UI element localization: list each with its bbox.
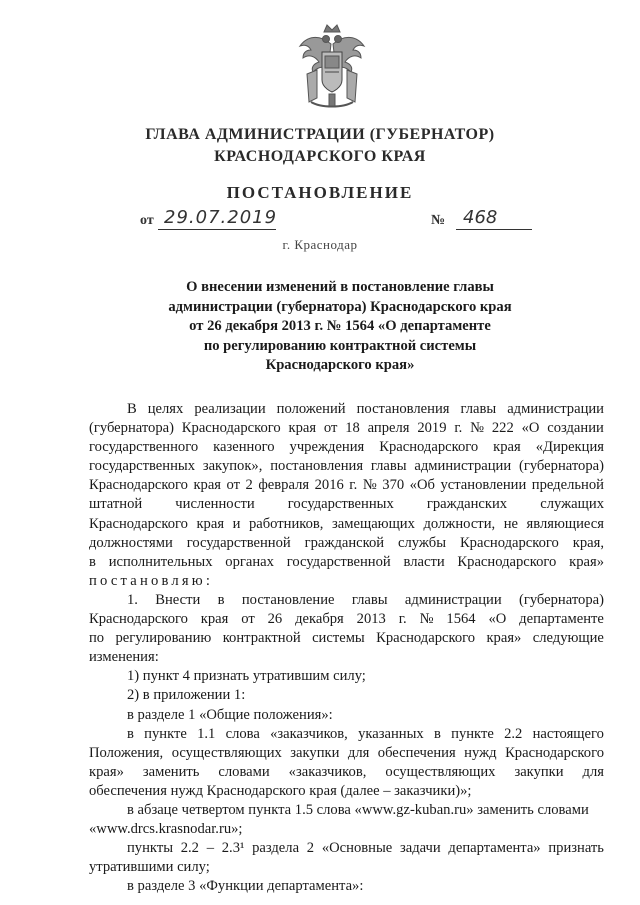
word: 2.3¹ [221,840,245,857]
word: контрактной [222,630,301,647]
word: «заказчиков, [288,763,367,780]
word: обеспечения [377,744,456,761]
body-line [89,457,604,476]
word: должностями [89,534,173,551]
word: органах [225,553,274,570]
date-prefix: от [140,213,154,228]
word: замещающих [332,515,415,532]
word: закупки [514,763,564,780]
word: 2.2 [180,840,199,857]
word: № [362,477,377,494]
word: 2.2 [504,725,523,742]
word: края [193,477,222,494]
word: настоящего [532,725,604,742]
body-line [89,629,604,648]
word: 1. [127,591,138,608]
handwritten-number: 468 [463,207,498,228]
word: 18 [345,420,360,437]
sub-item: 2) в приложении 1: [127,687,246,704]
word: от [241,611,255,628]
body-line [89,763,604,782]
word: В [127,401,137,417]
word: 1564 [446,611,476,628]
issuer-title-line1: ГЛАВА АДМИНИСТРАЦИИ (ГУБЕРНАТОР) [145,126,495,143]
decree-word: постановляю: [89,572,214,589]
word: края» [486,630,522,647]
document-type: ПОСТАНОВЛЕНИЕ [226,183,414,202]
word: Краснодарского [379,439,479,456]
word: апреля [367,420,410,437]
body-line [89,591,604,610]
body-line [89,438,604,457]
word: государственных [89,458,196,475]
word: края [493,439,521,456]
word: «Основные [321,840,393,857]
word: департамента» [448,840,541,857]
word: осуществляющих [171,744,282,761]
word: положений [276,401,346,417]
word: не [503,515,518,532]
title-line: от 26 декабря 2013 г. № 1564 «О департаменте [189,318,491,334]
word: «заказчиков, [270,725,348,742]
word: пункте [451,725,494,742]
word: установлении [440,477,527,494]
body-line [89,725,604,744]
word: по [89,630,105,647]
word: пункте [144,725,187,742]
word: администрации [404,591,502,608]
word: гражданских [426,496,508,513]
body-line [89,400,604,419]
word: государственного [89,439,199,456]
number-prefix: № [431,213,446,228]
issuer-title-line2: КРАСНОДАРСКОГО КРАЯ [214,148,426,165]
word: гражданской [304,534,385,551]
word: 2016 [314,477,344,494]
word: Краснодарского [457,553,557,570]
word: служащих [540,496,604,513]
word: постановление [241,591,335,608]
word: № [419,611,434,628]
word: в [89,553,96,570]
word: от [226,477,241,494]
title-line: Краснодарского края» [265,357,415,373]
body-line: обеспечения нужд Краснодарского края (далее – заказчики)»; [89,782,472,799]
word: 1.1 [197,725,216,742]
word: и [232,515,241,532]
body-line [89,839,604,858]
word: 222 [491,420,514,437]
word: в [127,725,134,742]
body-line: утратившими силу; [89,859,210,876]
word: 2 [245,477,253,494]
body-line [89,476,604,495]
document-body [89,400,604,896]
word: постановления [356,401,450,417]
body-line [89,553,604,572]
word: власти [403,553,445,570]
title-line: О внесении изменений в постановление главы [186,279,494,295]
body-line: изменения: [89,649,159,666]
word: численности [175,496,255,513]
word: осуществляющих [385,763,496,780]
word: 2013 [356,611,386,628]
word: заменить [142,763,200,780]
title-line: по регулированию контрактной системы [203,337,477,354]
word: должности, [423,515,496,532]
word: края [196,515,225,532]
word: края [288,420,317,437]
word: в [217,591,225,608]
word: работников, [248,515,324,532]
word: «О [521,420,540,437]
body-line [89,495,604,514]
word: главы [370,458,407,475]
word: исполнительных [108,553,213,570]
word: государственных [287,496,394,513]
word: «Дирекция [535,439,604,456]
word: (губернатора) [518,591,604,608]
word: декабря [295,611,344,628]
word: Краснодарского [89,477,188,494]
word: Положения, [89,744,164,761]
section-heading: в разделе 1 «Общие положения»: [127,706,333,723]
word: Краснодарского [181,420,281,437]
word: г. [349,477,358,494]
word: (губернатора) [518,458,604,475]
word: системы [312,630,365,647]
word: создании [547,420,604,437]
word: – [206,840,215,857]
word: от [323,420,338,437]
word: регулированию [115,630,212,647]
body-line: «www.drcs.krasnodar.ru»; [89,821,243,838]
coat-of-arms-icon [297,22,367,110]
word: закупок», [202,458,263,475]
word: администрации [507,401,604,417]
word: словами [218,763,270,780]
body-line: в абзаце четвертом пункта 1.5 слова «www.gz-kuban.ru» заменить словами [127,801,589,818]
word: задачи [399,840,441,857]
word: № [470,420,485,437]
word: 2 [306,840,315,857]
word: нужд [464,744,497,761]
city: г. Краснодар [282,237,358,252]
body-line [89,515,604,534]
word: являющиеся [526,515,604,532]
word: края [200,611,229,628]
word: Краснодарского [505,744,604,761]
body-line [89,534,604,553]
word: «Об [409,477,435,494]
word: государственной [186,534,291,551]
word: края» [569,553,604,570]
word: (губернатора) [89,420,174,437]
word: государственной [286,553,391,570]
word: г. [398,611,407,628]
word: Краснодарского [89,611,188,628]
word: Краснодарского [376,630,476,647]
section-heading: в разделе 3 «Функции департамента»: [127,878,364,895]
word: предельной [531,477,604,494]
word: февраля [258,477,310,494]
word: следующие [532,630,604,647]
handwritten-date: 29.07.2019 [164,207,278,228]
document-title [140,278,540,376]
word: Краснодарского [459,534,559,551]
word: службы [398,534,447,551]
word: г. [454,420,463,437]
title-line: администрации (губернатора) Краснодарского края [168,298,512,315]
body-line [89,744,604,763]
body-line [89,419,604,438]
word: в [433,725,441,742]
word: слова [225,725,260,742]
word: края, [572,534,604,551]
word: учреждения [289,439,365,456]
word: закупки [290,744,340,761]
word: «О [488,611,507,628]
word: Краснодарского [89,515,188,532]
word: постановления [270,458,364,475]
word: реализации [194,401,266,417]
word: штатной [89,496,143,513]
word: признать [548,840,604,857]
word: департаменте [519,611,604,628]
word: 370 [382,477,405,494]
word: для [347,744,370,761]
word: 26 [267,611,283,628]
date-underline [158,229,276,230]
word: раздела [252,840,300,857]
word: для [582,763,604,780]
word: казенного [213,439,275,456]
word: указанных [358,725,424,742]
sub-item: 1) пункт 4 признать утратившим силу; [127,668,366,685]
word: главы [351,591,388,608]
word: целях [147,401,184,417]
word: 2019 [417,420,447,437]
word: края» [89,763,124,780]
body-line [89,610,604,629]
number-underline [456,229,532,230]
word: Внести [155,591,201,608]
word: пункты [127,840,173,857]
word: главы [460,401,497,417]
word: администрации [414,458,512,475]
